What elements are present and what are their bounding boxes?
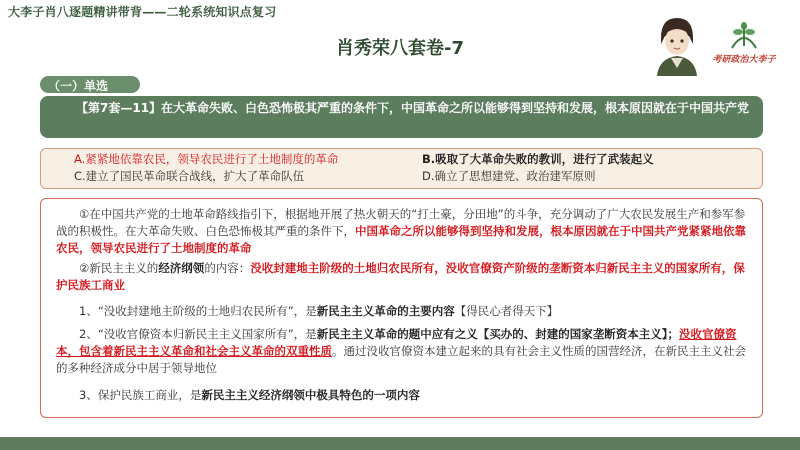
option-a: A.紧紧地依靠农民，领导农民进行了土地制度的革命: [74, 152, 339, 166]
explanation-text: 1、“没收封建地主阶级的土地归农民所有”，是: [79, 304, 317, 318]
option-d: D.确立了思想建党、政治建军原则: [422, 169, 596, 183]
explanation-text: ②新民主主义的: [79, 261, 159, 275]
section-label: （一）单选: [48, 79, 109, 93]
explanation-text: 【得民心者得天下】: [454, 304, 559, 318]
avatar: [653, 14, 701, 76]
option-c: C.建立了国民革命联合战线，扩大了革命队伍: [74, 169, 305, 183]
logo-text: 考研政治大李子: [712, 55, 776, 65]
explanation-paragraph-5: [56, 387, 752, 404]
explanation-text: 2、“没收官僚资本归新民主主义国家所有”，是: [79, 327, 317, 341]
keyword: 新民主主义革命的题中应有之义: [316, 327, 478, 341]
explanation-paragraph-2: [56, 260, 752, 294]
key-point-highlight: 没收官僚资本，包含着新民主主义革命和社会主义革命的双重性质: [56, 327, 737, 358]
keyword: 新民主主义经济纲领中极具特色的一项内容: [201, 388, 420, 402]
option-b: B.吸取了大革命失败的教训，进行了武装起义: [422, 152, 654, 166]
explanation-paragraph-4: [56, 326, 752, 377]
leaf-emblem-icon: [704, 20, 784, 52]
keyword: 经济纲领: [158, 261, 205, 275]
keyword: 新民主主义革命的主要内容: [316, 304, 455, 318]
explanation-text: ①在中国共产党的土地革命路线指引下，根据地开展了热火朝天的“打土豪，分田地”的斗争，充分调动了广大农民发展生产和参军参战的积极性。在大革命失败、白色恐怖极其严重的条件下，: [56, 207, 746, 238]
explanation-text: 。通过没收官僚资本建立起来的具有社会主义性质的国营经济，在新民主主义社会的多种经济成分中居于领导地位: [56, 344, 746, 375]
footer-bar: [0, 437, 800, 450]
key-point-highlight: 没收封建地主阶级的土地归农民所有，没收官僚资产阶级的垄断资本归新民主主义的国家所有，保护民族工商业: [56, 261, 745, 292]
slide-title: 肖秀荣八套卷-7: [336, 38, 464, 59]
explanation-text: 【买办的、封建的国家垄断资本主义】；: [477, 327, 679, 341]
brand-logo: [704, 20, 784, 68]
explanation-paragraph-3: [56, 303, 752, 320]
explanation-text: 3、保护民族工商业，是: [79, 388, 202, 402]
explanation-text: 的内容：: [204, 261, 251, 275]
question-text: 【第7套—11】在大革命失败、白色恐怖极其严重的条件下，中国革命之所以能够得到坚持和发展，根本原因就在于中国共产党: [76, 101, 750, 115]
key-point-highlight: 中国革命之所以能够得到坚持和发展，根本原因就在于中国共产党紧紧地依靠农民，领导农民进行了土地制度的革命: [56, 224, 746, 255]
explanation-paragraph-1: [56, 206, 752, 257]
course-title: 大李子肖八逐题精讲带背——二轮系统知识点复习: [8, 5, 277, 19]
